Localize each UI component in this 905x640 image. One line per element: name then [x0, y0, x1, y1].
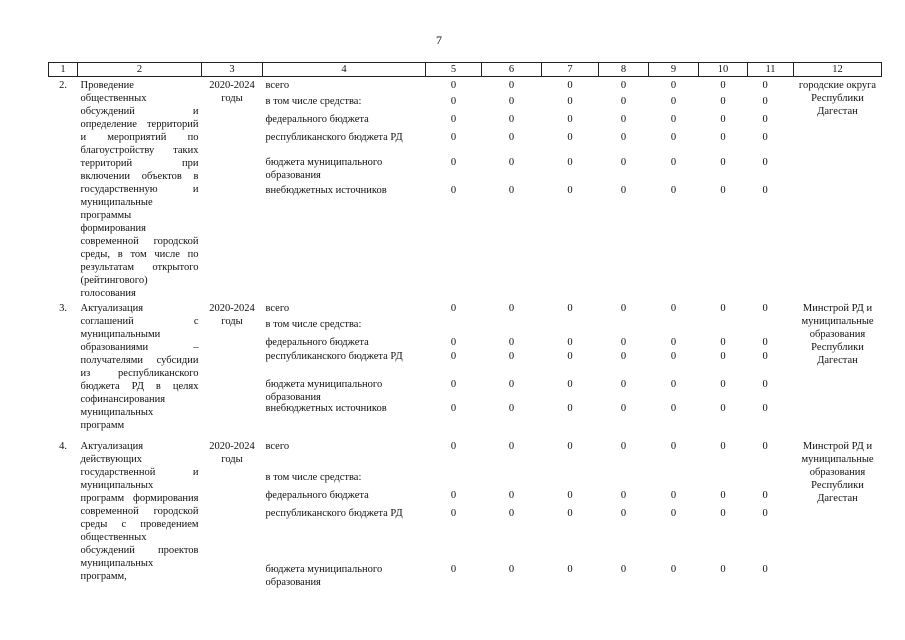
value-cell: 0 [620, 351, 627, 362]
column-header: 6 [482, 63, 542, 77]
measure-name: Проведение общественных обсуждений и определение территорий и мероприятий по благоустройству таких территорий при включении объектов в государственную и муниципальные программы формирования современной городской среды, в том числе по результатам открытого (рейтингового) голосования [80, 80, 199, 299]
value-cell: 0 [670, 96, 677, 107]
value-cell: 0 [670, 351, 677, 362]
value-cell: 0 [567, 80, 573, 91]
value-cell: 0 [450, 379, 457, 390]
value-cell: 0 [670, 114, 677, 125]
value-cell: 0 [670, 564, 677, 575]
value-column [748, 300, 794, 438]
value-cell: 0 [567, 337, 573, 348]
funding-source: федерального бюджета [265, 490, 369, 501]
value-cell: 0 [670, 337, 677, 348]
executor: Минстрой РД и муниципальные образования Республики Дагестан [801, 303, 874, 366]
column-header: 5 [426, 63, 482, 77]
value-cell: 0 [508, 303, 515, 314]
value-cell: 0 [670, 403, 677, 414]
value-cell [545, 318, 596, 336]
value-cell: 0 [567, 96, 573, 107]
value-cell: 0 [508, 96, 515, 107]
value-cell: 0 [762, 490, 768, 501]
funding-sources [263, 300, 426, 438]
value-cell: 0 [762, 132, 768, 143]
row-number: 4. [59, 441, 67, 452]
value-cell: 0 [620, 441, 627, 452]
value-cell: 0 [762, 351, 768, 362]
row-number: 3. [59, 303, 67, 314]
value-cell: 0 [508, 185, 515, 196]
value-cell: 0 [508, 132, 515, 143]
column-header: 3 [202, 63, 263, 77]
value-cell: 0 [567, 490, 573, 501]
value-cell: 0 [620, 490, 627, 501]
funding-source: внебюджетных источников [265, 403, 387, 414]
funding-sources [263, 77, 426, 301]
value-column [748, 77, 794, 301]
value-cell: 0 [508, 157, 515, 168]
value-cell: 0 [620, 96, 627, 107]
funding-source: бюджета муниципального образования [265, 564, 383, 588]
value-column [649, 77, 699, 301]
funding-source: в том числе средства: [265, 96, 362, 107]
funding-source: федерального бюджета [265, 337, 369, 348]
value-cell [751, 318, 791, 336]
value-cell: 0 [620, 114, 627, 125]
value-cell: 0 [450, 351, 457, 362]
value-cell [702, 318, 745, 336]
value-cell: 0 [620, 508, 627, 519]
value-cell: 0 [670, 157, 677, 168]
funding-sources [263, 438, 426, 598]
value-cell: 0 [567, 403, 573, 414]
executor: городские округа Республики Дагестан [798, 80, 877, 117]
value-cell: 0 [670, 80, 677, 91]
value-cell: 0 [720, 337, 726, 348]
value-column [599, 77, 649, 301]
column-header: 10 [699, 63, 748, 77]
implementation-period: 2020-2024 годы [209, 80, 255, 104]
value-column [649, 300, 699, 438]
value-cell: 0 [720, 157, 726, 168]
funding-source: всего [265, 441, 290, 452]
value-cell: 0 [720, 508, 726, 519]
funding-source: федерального бюджета [265, 114, 369, 125]
value-cell: 0 [720, 403, 726, 414]
value-cell: 0 [567, 303, 573, 314]
value-column [599, 300, 649, 438]
column-header: 12 [794, 63, 882, 77]
row-number: 2. [59, 80, 67, 91]
funding-source: в том числе средства: [265, 319, 362, 330]
value-cell: 0 [762, 337, 768, 348]
funding-source: внебюджетных источников [265, 185, 387, 196]
value-cell [545, 471, 596, 489]
value-cell: 0 [670, 508, 677, 519]
funding-source: республиканского бюджета РД [265, 508, 403, 519]
value-column [699, 300, 748, 438]
funding-source: бюджета муниципального образования [265, 379, 383, 403]
value-cell: 0 [567, 132, 573, 143]
value-cell: 0 [620, 564, 627, 575]
value-cell [429, 318, 479, 336]
value-cell: 0 [720, 564, 726, 575]
funding-source: всего [265, 303, 290, 314]
value-cell: 0 [567, 441, 573, 452]
value-cell: 0 [720, 303, 726, 314]
column-header: 4 [263, 63, 426, 77]
value-cell: 0 [567, 508, 573, 519]
value-cell: 0 [620, 80, 627, 91]
value-cell [652, 318, 696, 336]
value-cell [602, 471, 646, 489]
value-cell: 0 [567, 351, 573, 362]
column-header: 11 [748, 63, 794, 77]
value-cell: 0 [450, 303, 457, 314]
value-cell: 0 [670, 441, 677, 452]
funding-source: всего [265, 80, 290, 91]
value-column [426, 438, 482, 598]
value-column [426, 300, 482, 438]
value-cell: 0 [450, 441, 457, 452]
value-cell: 0 [450, 337, 457, 348]
value-cell: 0 [762, 564, 768, 575]
measure-name: Актуализация соглашений с муниципальными образованиями – получателями субсидии из республиканского бюджета РД в целях софинансирования муниципальных программ [80, 303, 199, 431]
value-cell: 0 [450, 508, 457, 519]
program-table [48, 62, 882, 598]
value-cell: 0 [620, 337, 627, 348]
value-cell: 0 [720, 80, 726, 91]
column-header: 2 [78, 63, 202, 77]
value-cell: 0 [567, 185, 573, 196]
value-cell: 0 [670, 379, 677, 390]
value-cell: 0 [762, 303, 768, 314]
value-cell: 0 [508, 508, 515, 519]
value-cell [652, 471, 696, 489]
value-cell: 0 [450, 157, 457, 168]
value-cell: 0 [450, 132, 457, 143]
value-cell: 0 [620, 303, 627, 314]
header-row [49, 63, 882, 77]
value-cell: 0 [670, 185, 677, 196]
value-cell: 0 [762, 441, 768, 452]
value-cell: 0 [720, 114, 726, 125]
value-cell: 0 [567, 114, 573, 125]
value-column [482, 300, 542, 438]
value-cell: 0 [762, 96, 768, 107]
value-cell: 0 [720, 441, 726, 452]
value-cell: 0 [720, 96, 726, 107]
value-cell [702, 471, 745, 489]
value-cell: 0 [762, 379, 768, 390]
value-cell: 0 [620, 132, 627, 143]
value-cell: 0 [450, 403, 457, 414]
value-cell: 0 [720, 132, 726, 143]
value-cell: 0 [508, 337, 515, 348]
value-column [542, 438, 599, 598]
measure-name: Актуализация действующих государственной и муниципальных программ формирования современной городской среды с проведением общественных обсуждений проектов муниципальных программ, [80, 441, 199, 582]
table-row [49, 300, 882, 438]
implementation-period: 2020-2024 годы [209, 441, 255, 465]
value-column [542, 77, 599, 301]
value-cell: 0 [450, 80, 457, 91]
value-cell: 0 [508, 490, 515, 501]
value-cell [751, 471, 791, 489]
funding-source: в том числе средства: [265, 472, 362, 483]
value-column [748, 438, 794, 598]
table-row [49, 77, 882, 301]
column-header: 9 [649, 63, 699, 77]
value-cell: 0 [508, 379, 515, 390]
value-cell: 0 [762, 185, 768, 196]
value-cell: 0 [508, 403, 515, 414]
value-column [426, 77, 482, 301]
value-cell: 0 [508, 441, 515, 452]
value-cell: 0 [720, 379, 726, 390]
value-column [699, 77, 748, 301]
value-cell: 0 [720, 185, 726, 196]
value-cell [485, 471, 539, 489]
value-cell: 0 [450, 96, 457, 107]
value-cell: 0 [670, 303, 677, 314]
value-cell: 0 [508, 564, 515, 575]
value-cell [602, 318, 646, 336]
page-number: 7 [436, 33, 442, 47]
column-header: 7 [542, 63, 599, 77]
funding-source: республиканского бюджета РД [265, 351, 403, 362]
value-cell: 0 [450, 564, 457, 575]
value-cell: 0 [670, 132, 677, 143]
value-cell [429, 471, 479, 489]
value-cell: 0 [670, 490, 677, 501]
value-cell: 0 [508, 80, 515, 91]
funding-source: бюджета муниципального образования [265, 157, 383, 181]
value-cell: 0 [567, 564, 573, 575]
value-column [649, 438, 699, 598]
value-cell: 0 [720, 351, 726, 362]
value-cell: 0 [620, 403, 627, 414]
implementation-period: 2020-2024 годы [209, 303, 255, 327]
value-cell: 0 [508, 351, 515, 362]
column-header: 1 [49, 63, 78, 77]
table-row [49, 438, 882, 598]
value-cell: 0 [720, 490, 726, 501]
executor: Минстрой РД и муниципальные образования Республики Дагестан [801, 441, 874, 504]
value-column [482, 438, 542, 598]
value-cell: 0 [450, 490, 457, 501]
value-column [542, 300, 599, 438]
value-cell: 0 [762, 80, 768, 91]
value-cell: 0 [620, 379, 627, 390]
funding-source: республиканского бюджета РД [265, 132, 403, 143]
value-cell: 0 [508, 114, 515, 125]
column-header: 8 [599, 63, 649, 77]
value-cell: 0 [450, 185, 457, 196]
value-cell: 0 [620, 185, 627, 196]
value-cell: 0 [567, 379, 573, 390]
value-cell: 0 [762, 508, 768, 519]
value-cell: 0 [620, 157, 627, 168]
value-column [482, 77, 542, 301]
value-cell: 0 [450, 114, 457, 125]
value-cell: 0 [762, 114, 768, 125]
value-cell [485, 318, 539, 336]
value-cell: 0 [567, 157, 573, 168]
value-cell: 0 [762, 157, 768, 168]
value-cell: 0 [762, 403, 768, 414]
value-column [599, 438, 649, 598]
value-column [699, 438, 748, 598]
